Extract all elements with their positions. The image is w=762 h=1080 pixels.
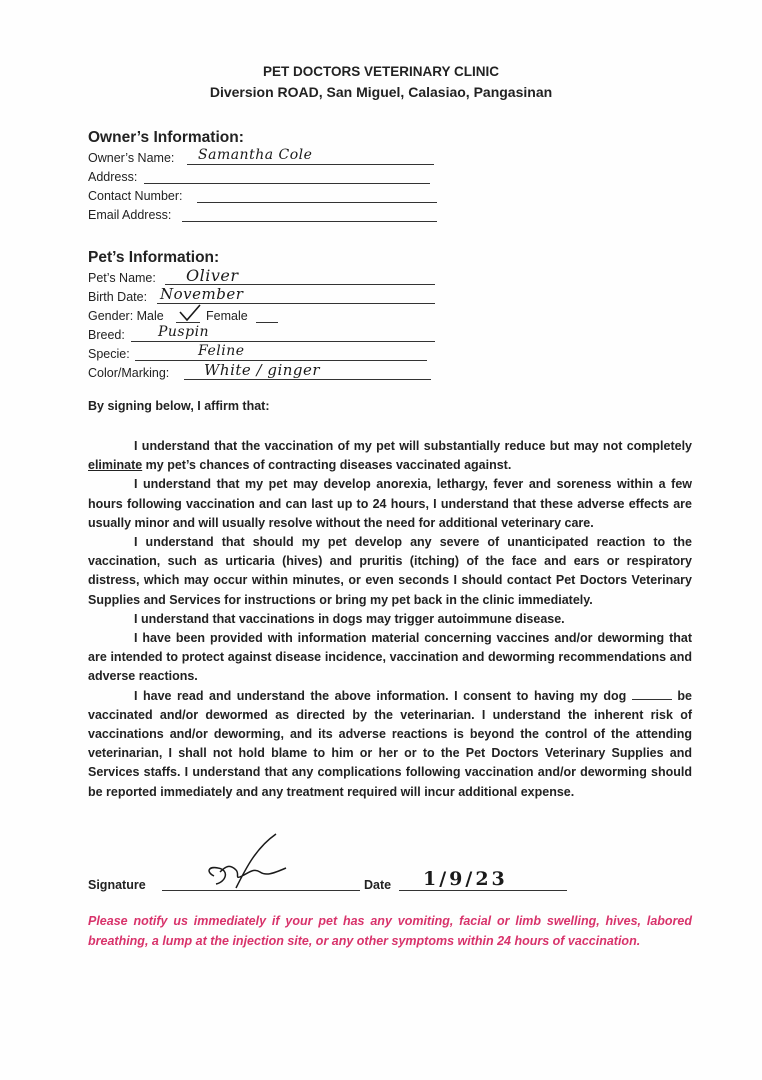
specie-value: Feline xyxy=(198,343,245,359)
clinic-header xyxy=(0,62,762,103)
pet-section-title: Pet’s Information: xyxy=(88,249,220,266)
address-field[interactable] xyxy=(88,168,448,187)
date-line[interactable] xyxy=(399,890,567,891)
consent-p6-text-a: I have read and understand the above information. I consent to having my dog xyxy=(134,688,632,703)
specie-label: Specie: xyxy=(88,347,130,361)
consent-paragraph-1 xyxy=(88,437,692,475)
email-field[interactable] xyxy=(88,206,448,225)
signature-label: Signature xyxy=(88,878,146,892)
date-value: 1/9/23 xyxy=(423,868,508,890)
consent-paragraph-6 xyxy=(88,687,692,802)
consent-paragraph-4: I understand that vaccinations in dogs may trigger autoimmune disease. xyxy=(134,611,565,626)
consent-body xyxy=(88,437,692,802)
gender-field[interactable] xyxy=(88,307,448,326)
consent-paragraph-2: I understand that my pet may develop anorexia, lethargy, fever and soreness within a few hours following vaccination and can last up to 24 hours, I understand that these adverse effects are usually minor and will usually resolve without the need for additional veterinary care. xyxy=(88,477,692,530)
consent-paragraph-3: I understand that should my pet develop any severe of unanticipated reaction to the vaccination, such as urticaria (hives) and pruritis (itching) of the face and ears or respiratory distress, which may occur within minutes, or even seconds I should contact Pet Doctors Veterinary Supplies and Services for instructions or bring my pet back in the clinic immediately. xyxy=(88,535,692,607)
breed-field[interactable] xyxy=(88,326,448,345)
consent-p1-text-b: my pet’s chances of contracting diseases vaccinated against. xyxy=(142,458,512,473)
consent-p1-underlined: eliminate xyxy=(88,458,143,473)
consent-p1-text-a: I understand that the vaccination of my pet will substantially reduce but may not completely xyxy=(134,439,692,453)
color-marking-field[interactable] xyxy=(88,361,448,383)
contact-number-line xyxy=(197,202,437,203)
breed-value: Puspin xyxy=(158,324,210,340)
address-label: Address: xyxy=(88,170,138,184)
gender-female-line xyxy=(256,322,278,323)
owner-section-title: Owner’s Information: xyxy=(88,129,244,146)
birth-date-value: November xyxy=(160,285,244,303)
pet-name-value: Oliver xyxy=(186,266,239,285)
contact-number-label: Contact Number: xyxy=(88,189,183,203)
owner-name-value: Samantha Cole xyxy=(198,147,313,163)
pet-name-label: Pet’s Name: xyxy=(88,271,156,285)
email-line xyxy=(182,221,437,222)
consent-paragraph-5: I have been provided with information material concerning vaccines and/or deworming that are intended to protect against disease incidence, vaccination and deworming recommendations and adverse reactions. xyxy=(88,631,692,684)
pet-name-field[interactable] xyxy=(88,266,448,288)
consent-p6-text-b: be vaccinated and/or dewormed as directed by the veterinarian. I understand the inherent risk of vaccinations and/or deworming, and its adverse reactions is beyond the control of the attending veterinarian, I shall not hold blame to him or her or to the Pet Doctors Veterinary Supplies and Services staffs. I understand that any complications following vaccination and/or deworming should be reported immediately and any treatment required will incur additional expense. xyxy=(88,688,692,799)
owner-name-field[interactable] xyxy=(88,149,448,168)
gender-female-label: Female xyxy=(206,309,248,323)
handwritten-signature xyxy=(196,828,296,898)
dog-name-blank[interactable] xyxy=(632,689,672,700)
affirm-intro: By signing below, I affirm that: xyxy=(88,399,270,413)
notice-text: Please notify us immediately if your pet has any vomiting, facial or limb swelling, hives, labored breathing, a lump at the injection site, or any other symptoms within 24 hours of vaccination. xyxy=(88,914,692,948)
gender-male-label: Gender: Male xyxy=(88,309,164,323)
color-marking-value: White / ginger xyxy=(204,361,321,379)
signature-row xyxy=(88,870,688,894)
clinic-name: PET DOCTORS VETERINARY CLINIC xyxy=(262,64,500,79)
owner-information-section xyxy=(88,128,448,225)
address-line xyxy=(144,183,430,184)
owner-name-label: Owner’s Name: xyxy=(88,151,175,165)
email-label: Email Address: xyxy=(88,208,172,222)
clinic-address: Diversion ROAD, San Miguel, Calasiao, Pangasinan xyxy=(209,84,553,100)
date-label: Date xyxy=(364,878,392,892)
pet-information-section xyxy=(88,248,448,383)
breed-label: Breed: xyxy=(88,328,125,342)
color-marking-label: Color/Marking: xyxy=(88,366,170,380)
birth-date-field[interactable] xyxy=(88,285,448,307)
contact-number-field[interactable] xyxy=(88,187,448,206)
check-mark-icon xyxy=(178,303,202,323)
birth-date-label: Birth Date: xyxy=(88,290,148,304)
